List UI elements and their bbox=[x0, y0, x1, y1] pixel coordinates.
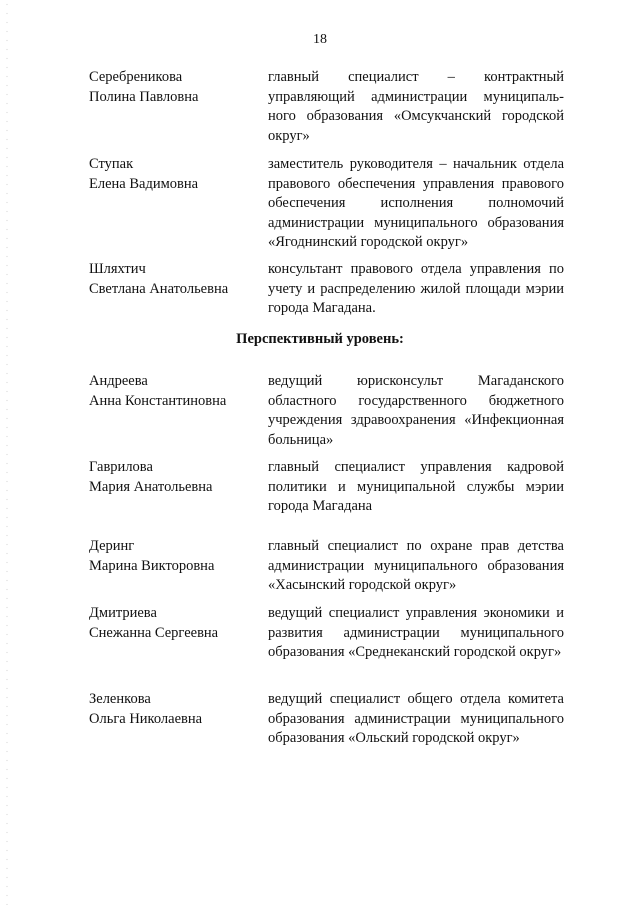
person-name bbox=[89, 372, 268, 450]
list-item bbox=[89, 68, 564, 146]
person-name bbox=[89, 260, 268, 319]
surname: Андреева bbox=[89, 373, 148, 389]
list-item bbox=[89, 690, 564, 749]
surname: Ступак bbox=[89, 156, 134, 172]
job-position: ведущий юрисконсульт Магаданского областного государственного бюджетного учреждения здравоохранения «Инфекционная больница» bbox=[268, 373, 564, 448]
page-number: 18 bbox=[313, 32, 327, 47]
person-name bbox=[89, 537, 268, 596]
person-name bbox=[89, 68, 268, 146]
job-position: главный специалист – контрактный управляющий администрации муниципаль-ного образования «Омсукчанский городской округ» bbox=[268, 69, 564, 144]
person-name bbox=[89, 155, 268, 253]
given-names: Снежанна Сергеевна bbox=[89, 624, 219, 641]
job-position: ведущий специалист управления экономики и развития администрации муниципального образования «Среднеканский городской округ» bbox=[268, 605, 564, 660]
given-names: Марина Викторовна bbox=[89, 557, 215, 574]
list-item bbox=[89, 155, 564, 253]
person-name bbox=[89, 458, 268, 517]
person-name bbox=[89, 690, 268, 749]
list-item bbox=[89, 372, 564, 450]
section-heading: Перспективный уровень: bbox=[236, 331, 404, 347]
given-names: Полина Павловна bbox=[89, 88, 199, 105]
list-item bbox=[89, 458, 564, 517]
person-name bbox=[89, 604, 268, 663]
surname: Шляхтич bbox=[89, 261, 146, 277]
surname: Деринг bbox=[89, 538, 135, 554]
list-item bbox=[89, 604, 564, 663]
surname: Дмитриева bbox=[89, 605, 157, 621]
given-names: Мария Анатольевна bbox=[89, 478, 213, 495]
list-item bbox=[89, 537, 564, 596]
surname: Зеленкова bbox=[89, 691, 151, 707]
given-names: Анна Константиновна bbox=[89, 392, 227, 409]
list-item bbox=[89, 260, 564, 319]
job-position: главный специалист управления кадровой политики и муниципальной службы мэрии города Магадана bbox=[268, 459, 564, 514]
given-names: Светлана Анатольевна bbox=[89, 280, 229, 297]
surname: Серебреникова bbox=[89, 69, 183, 85]
surname: Гаврилова bbox=[89, 459, 153, 475]
job-position: ведущий специалист общего отдела комитета образования администрации муниципального образования «Ольский городской округ» bbox=[268, 691, 564, 746]
scan-margin-marks bbox=[6, 0, 8, 905]
job-position: главный специалист по охране прав детства администрации муниципального образования «Хасынский городской округ» bbox=[268, 538, 564, 593]
job-position: заместитель руководителя – начальник отдела правового обеспечения управления правового обеспечения исполнения полномочий администрации муниципального образования «Ягоднинский городской округ» bbox=[268, 156, 564, 250]
given-names: Ольга Николаевна bbox=[89, 710, 203, 727]
given-names: Елена Вадимовна bbox=[89, 175, 199, 192]
job-position: консультант правового отдела управления по учету и распределению жилой площади мэрии города Магадана. bbox=[268, 261, 564, 316]
